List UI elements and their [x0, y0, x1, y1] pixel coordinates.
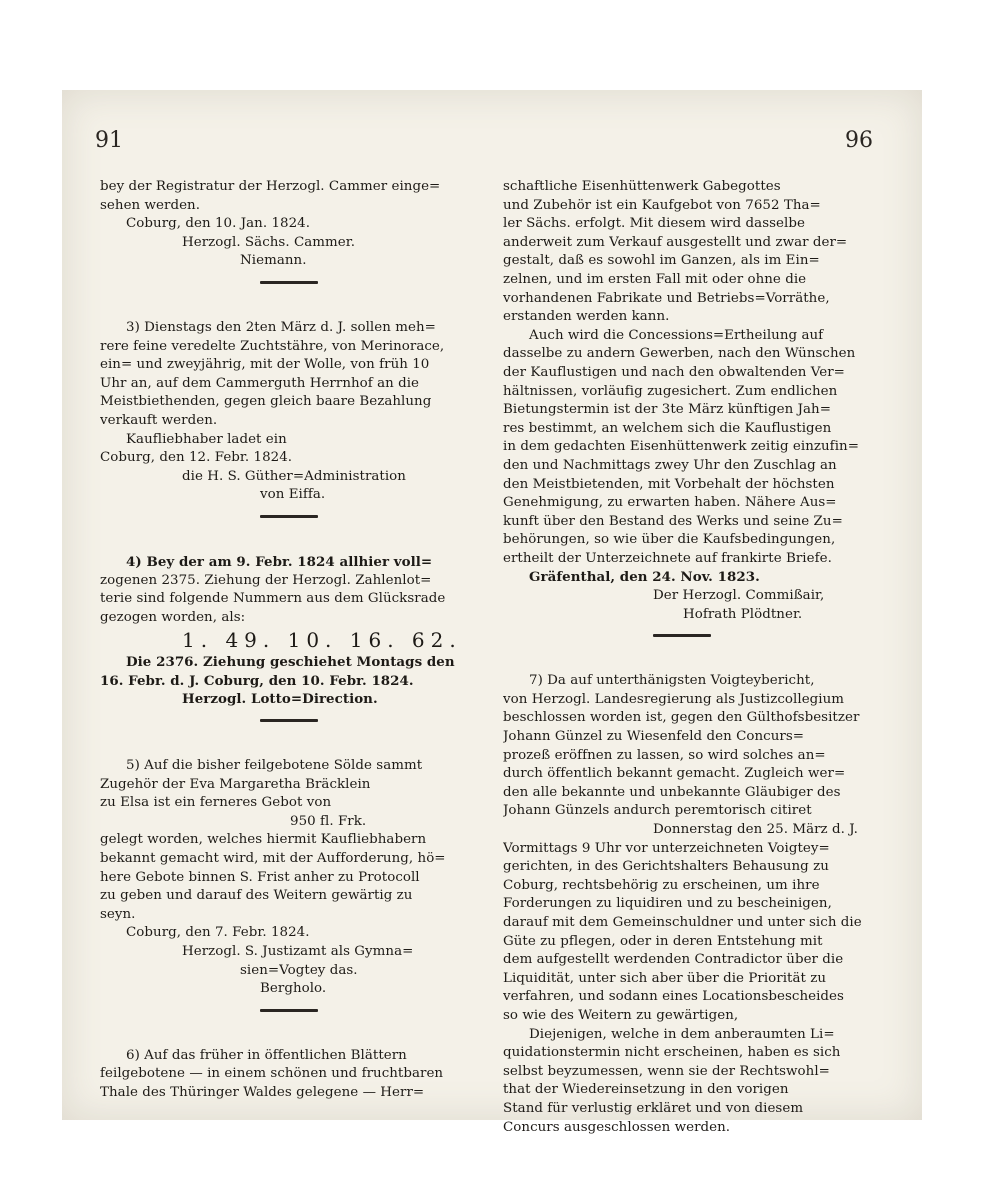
text-line: durch öffentlich bekannt gemacht. Zugleich wer= [503, 766, 846, 782]
text-line: Herzogl. Sächs. Cammer. [182, 234, 356, 250]
text-line: ertheilt der Unterzeichnete auf frankirte Briefe. [503, 550, 832, 566]
text-line: seyn. [100, 906, 136, 922]
text-line: verfahren, und sodann eines Locationsbescheides [503, 989, 844, 1005]
text-line: Johann Günzel zu Wiesenfeld den Concurs= [503, 729, 805, 745]
text-line: 16. Febr. d. J. Coburg, den 10. Febr. 1824. [100, 672, 414, 689]
text-line: so wie des Weitern zu gewärtigen, [503, 1007, 739, 1023]
text-line: 6) Auf das früher in öffentlichen Blättern [126, 1047, 407, 1063]
text-line: Diejenigen, welche in dem anberaumten Li= [529, 1026, 835, 1042]
text-line: Coburg, den 10. Jan. 1824. [126, 216, 311, 232]
text-line: zu geben und darauf des Weitern gewärtig zu [100, 888, 413, 904]
text-line: Vormittags 9 Uhr vor unterzeichneten Voigtey= [503, 840, 830, 856]
text-line: 5) Auf die bisher feilgebotene Sölde sammt [126, 758, 423, 774]
section-separator [100, 709, 485, 731]
text-line: prozeß eröffnen zu lassen, so wird solches an= [503, 747, 826, 763]
text-line: Zugehör der Eva Margaretha Bräcklein [100, 776, 371, 792]
text-line: darauf mit dem Gemeinschuldner und unter sich die [503, 914, 862, 930]
text-line: beschlossen worden ist, gegen den Gülthofsbesitzer [503, 710, 860, 726]
text-line: feilgebotene — in einem schönen und fruchtbaren [100, 1066, 444, 1082]
text-line: den und Nachmittags zwey Uhr den Zuschlag an [503, 457, 837, 473]
section-gap [100, 1021, 485, 1047]
text-line: rere feine veredelte Zuchtstähre, von Merinorace, [100, 338, 445, 354]
text-line: Donnerstag den 25. März d. J. [653, 822, 858, 837]
text-line: Johann Günzels andurch peremtorisch citiret [503, 803, 812, 819]
text-line: sien=Vogtey das. [240, 962, 358, 978]
text-line: 1. 49. 10. 16. 62. [182, 628, 462, 653]
text-line: anderweit zum Verkauf ausgestellt und zwar der= [503, 234, 848, 250]
text-line: der Kauflustigen und nach den obwaltenden Ver= [503, 364, 845, 380]
text-line: Auch wird die Concessions=Ertheilung auf [529, 327, 824, 343]
text-line: Herzogl. S. Justizamt als Gymna= [182, 944, 414, 959]
page-number-right: 96 [845, 128, 873, 153]
section-gap [100, 527, 485, 553]
text-line: Liquidität, unter sich aber über die Priorität zu [503, 970, 827, 986]
text-line: 950 fl. Frk. [290, 813, 367, 829]
text-line: gerichten, in des Gerichtshalters Behausung zu [503, 859, 829, 875]
text-line: Die 2376. Ziehung geschiehet Montags den [126, 654, 455, 671]
section-separator [503, 624, 875, 646]
text-line: Kaufliebhaber ladet ein [126, 431, 287, 447]
text-line: dem aufgestellt werdenden Contradictor über die [503, 952, 844, 968]
right-column [503, 178, 875, 1137]
text-line: hältnissen, vorläufig zugesichert. Zum endlichen [503, 383, 838, 399]
text-line: Gräfenthal, den 24. Nov. 1823. [529, 569, 760, 586]
text-line: schaftliche Eisenhüttenwerk Gabegottes [503, 179, 781, 194]
text-line: von Herzogl. Landesregierung als Justizcollegium [503, 691, 845, 707]
text-line: bekannt gemacht wird, mit der Aufforderung, hö= [100, 851, 446, 867]
section-gap [100, 731, 485, 757]
left-column [100, 178, 485, 1103]
text-line: Güte zu pflegen, oder in deren Entstehung mit [503, 933, 823, 949]
text-line: ein= und zweyjährig, mit der Wolle, von früh 10 [100, 357, 430, 373]
text-line: zogenen 2375. Ziehung der Herzogl. Zahlenlot= [100, 572, 432, 588]
text-line: den Meistbietenden, mit Vorbehalt der höchsten [503, 476, 835, 492]
text-line: verkauft werden. [100, 412, 218, 428]
text-line: den alle bekannte und unbekannte Gläubiger des [503, 784, 841, 800]
section-gap [100, 293, 485, 319]
section-separator [100, 505, 485, 527]
text-line: ler Sächs. erfolgt. Mit diesem wird dasselbe [503, 216, 805, 232]
text-line: Bietungstermin ist der 3te März künftigen Jah= [503, 402, 831, 418]
text-line: gelegt worden, welches hiermit Kaufliebhabern [100, 832, 427, 848]
text-line: Der Herzogl. Commißair, [653, 588, 825, 604]
text-line: Concurs ausgeschlossen werden. [503, 1119, 731, 1135]
text-line: bey der Registratur der Herzogl. Cammer einge= [100, 179, 441, 194]
text-line: Coburg, den 12. Febr. 1824. [100, 450, 293, 466]
text-line: res bestimmt, an welchem sich die Kauflustigen [503, 420, 832, 436]
text-line: Stand für verlustig erkläret und von diesem [503, 1100, 804, 1116]
text-line: zelnen, und im ersten Fall mit oder ohne die [503, 271, 807, 287]
text-line: Coburg, rechtsbehörig zu erscheinen, um ihre [503, 877, 820, 893]
text-line: die H. S. Güther=Administration [182, 468, 406, 484]
text-line: 3) Dienstags den 2ten März d. J. sollen meh= [126, 319, 436, 335]
text-line: in dem gedachten Eisenhüttenwerk zeitig einzufin= [503, 439, 859, 455]
text-line: selbst beyzumessen, wenn sie der Rechtswohl= [503, 1063, 830, 1079]
text-line: here Gebote binnen S. Frist anher zu Protocoll [100, 869, 420, 885]
section-gap [503, 646, 875, 672]
text-line: erstanden werden kann. [503, 309, 670, 325]
text-line: gestalt, daß es sowohl im Ganzen, als im Ein= [503, 253, 820, 269]
text-line: gezogen worden, als: [100, 609, 246, 625]
text-line: quidationstermin nicht erscheinen, haben es sich [503, 1045, 841, 1061]
text-line: Forderungen zu liquidiren und zu bescheinigen, [503, 896, 832, 912]
section-separator [100, 271, 485, 293]
text-line: Herzogl. Lotto=Direction. [182, 691, 378, 708]
section-separator [100, 999, 485, 1021]
page-number-left: 91 [95, 128, 123, 153]
text-line: behörungen, so wie über die Kaufsbedingungen, [503, 532, 836, 548]
text-line: zu Elsa ist ein ferneres Gebot von [100, 795, 332, 811]
text-line: sehen werden. [100, 197, 201, 213]
text-line: Uhr an, auf dem Cammerguth Herrnhof an die [100, 375, 420, 391]
text-line: 7) Da auf unterthänigsten Voigteybericht, [529, 673, 815, 689]
text-line: Meistbiethenden, gegen gleich baare Bezahlung [100, 394, 432, 410]
text-line: terie sind folgende Nummern aus dem Glücksrade [100, 591, 446, 607]
text-line: Coburg, den 7. Febr. 1824. [126, 925, 310, 941]
text-line: dasselbe zu andern Gewerben, nach den Wünschen [503, 346, 856, 362]
text-line: Hofrath Plödtner. [683, 606, 803, 622]
text-line: that der Wiedereinsetzung in den vorigen [503, 1082, 789, 1098]
text-line: von Eiffa. [260, 487, 326, 503]
text-line: Genehmigung, zu erwarten haben. Nähere Aus= [503, 495, 837, 511]
text-line: Thale des Thüringer Waldes gelegene — Herr= [100, 1084, 425, 1100]
text-line: Niemann. [240, 253, 307, 269]
text-line: 4) Bey der am 9. Febr. 1824 allhier voll= [126, 553, 433, 570]
text-line: kunft über den Bestand des Werks und seine Zu= [503, 513, 843, 529]
text-line: Bergholo. [260, 981, 327, 997]
text-line: vorhandenen Fabrikate und Betriebs=Vorräthe, [503, 290, 830, 306]
text-line: und Zubehör ist ein Kaufgebot von 7652 Tha= [503, 197, 821, 213]
